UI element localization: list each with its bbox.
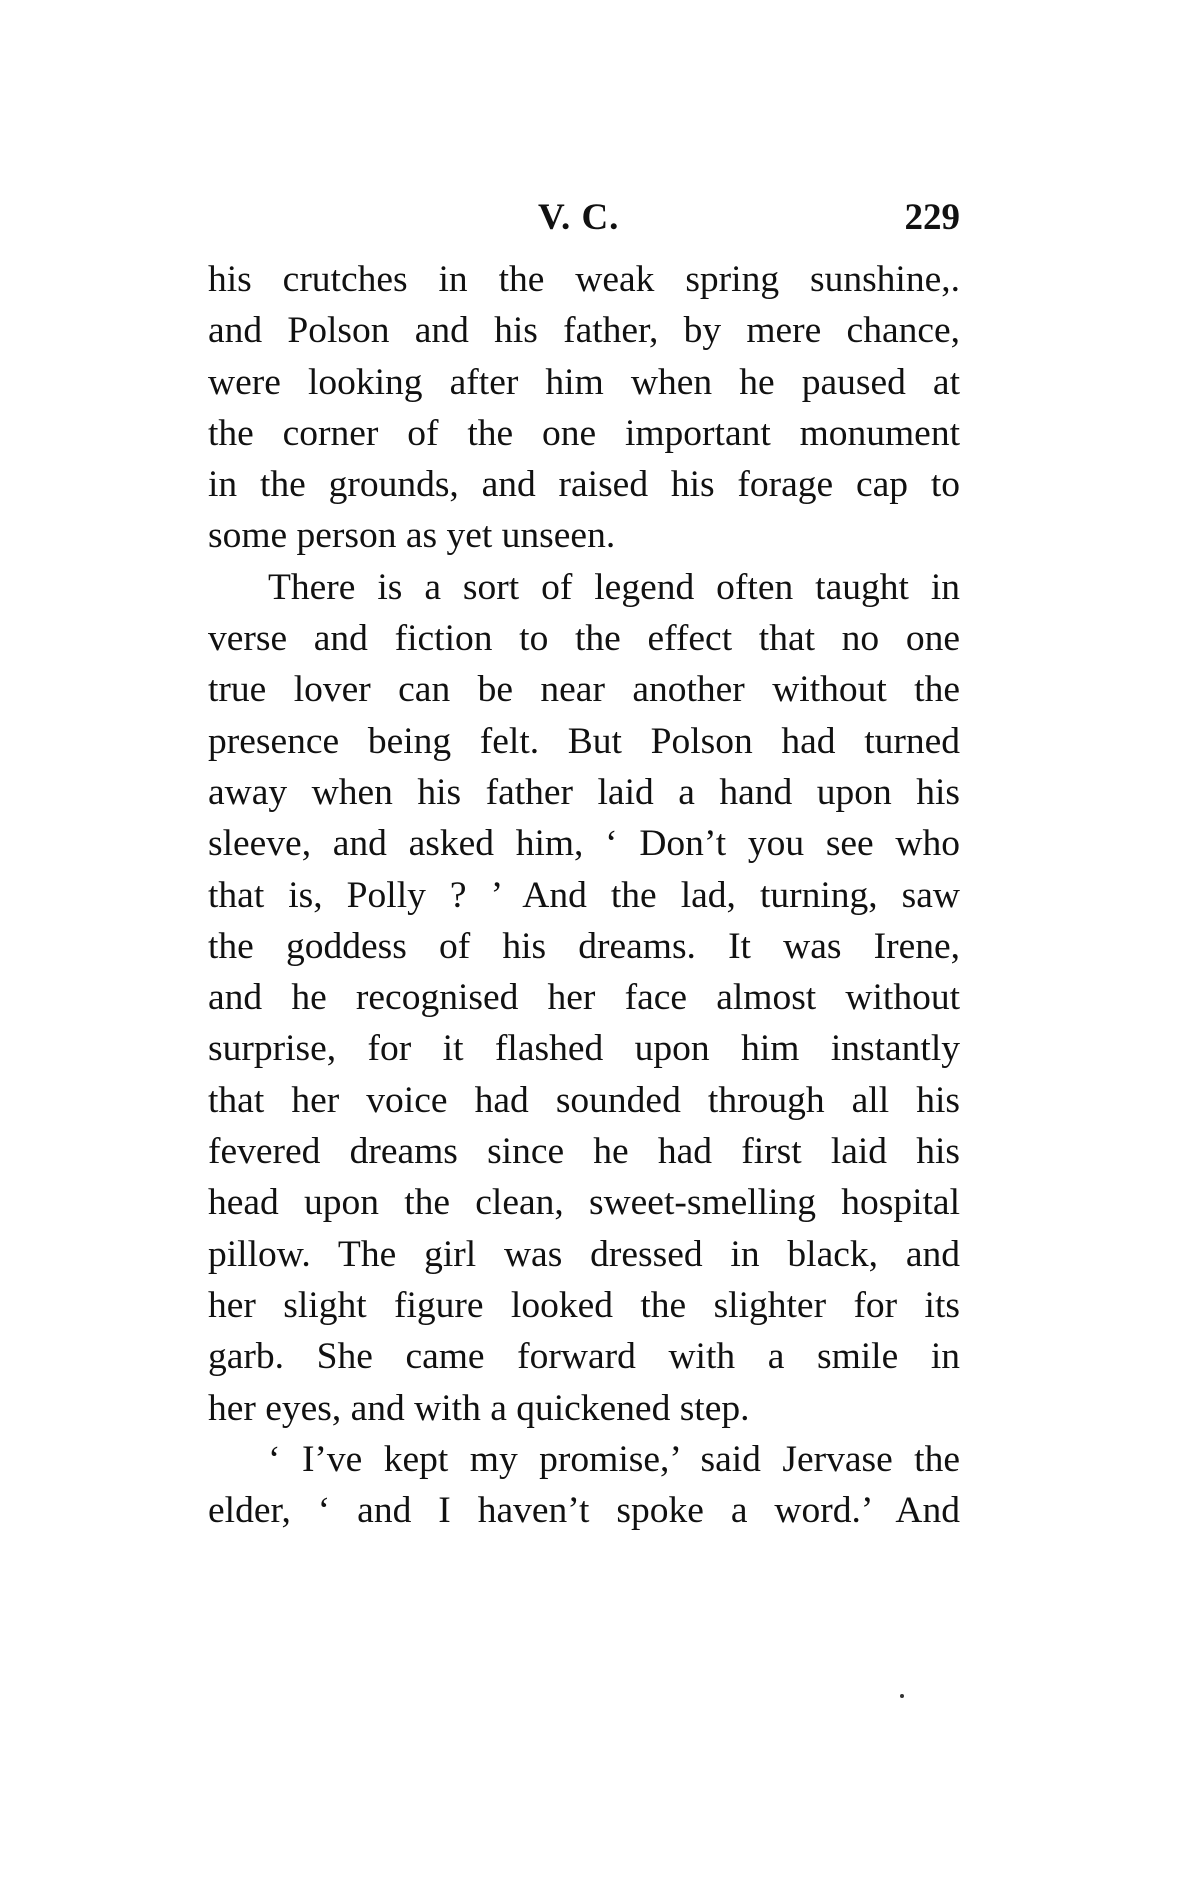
text-line: were looking after him when he paused at xyxy=(208,361,960,403)
text-line: away when his father laid a hand upon his xyxy=(208,771,960,813)
text-line: some person as yet unseen. xyxy=(208,515,616,557)
text-line: pillow. The girl was dressed in black, and xyxy=(208,1233,960,1275)
text-line: her slight figure looked the slighter for its xyxy=(208,1284,960,1326)
text-line: There is a sort of legend often taught in xyxy=(268,566,960,608)
text-line: and Polson and his father, by mere chance, xyxy=(208,310,960,352)
text-line: surprise, for it flashed upon him instantly xyxy=(208,1028,960,1070)
ink-speck xyxy=(900,1694,904,1698)
text-line: ‘ I’ve kept my promise,’ said Jervase the xyxy=(268,1438,960,1480)
text-line: verse and fiction to the effect that no one xyxy=(208,618,960,660)
text-line: that her voice had sounded through all his xyxy=(208,1079,960,1121)
text-line: elder, ‘ and I haven’t spoke a word.’ And xyxy=(208,1490,960,1532)
text-line: in the grounds, and raised his forage cap to xyxy=(208,464,960,506)
text-line: presence being felt. But Polson had turned xyxy=(208,720,960,762)
text-line: the goddess of his dreams. It was Irene, xyxy=(208,925,960,967)
text-line: the corner of the one important monument xyxy=(208,412,960,454)
running-title: V. C. xyxy=(538,197,620,238)
text-line: his crutches in the weak spring sunshine,. xyxy=(208,259,960,300)
text-line: head upon the clean, sweet-smelling hospital xyxy=(208,1182,960,1224)
text-line: and he recognised her face almost without xyxy=(208,977,960,1019)
body-text xyxy=(208,254,960,1536)
text-line: true lover can be near another without the xyxy=(208,669,960,711)
text-line: garb. She came forward with a smile in xyxy=(208,1336,960,1378)
page-header xyxy=(208,196,960,246)
text-line: that is, Polly ? ’ And the lad, turning, saw xyxy=(208,874,960,916)
text-line: her eyes, and with a quickened step. xyxy=(208,1387,750,1429)
text-line: sleeve, and asked him, ‘ Don’t you see who xyxy=(208,823,960,865)
text-line: fevered dreams since he had first laid his xyxy=(208,1131,960,1173)
page-number: 229 xyxy=(904,197,960,238)
